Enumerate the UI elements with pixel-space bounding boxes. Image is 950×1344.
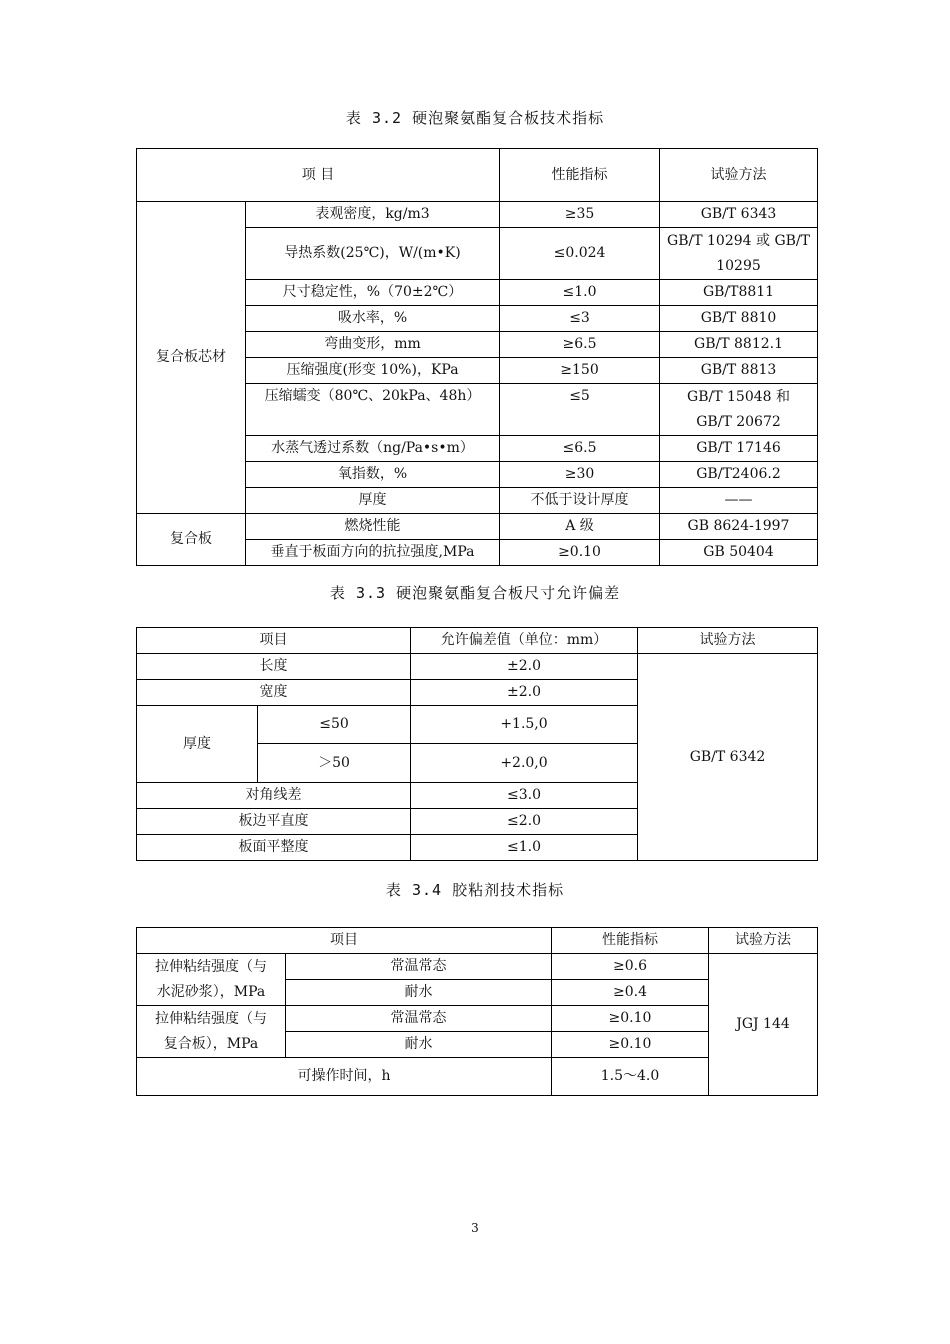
cell-method: GB 50404 [660, 540, 818, 566]
cell-item: 长度 [137, 654, 411, 680]
cell-condition: 常温常态 [286, 1006, 552, 1032]
cell-value: ±2.0 [411, 680, 638, 706]
table-3-3 [136, 627, 818, 861]
cell-value: ±2.0 [411, 654, 638, 680]
header-method: 试验方法 [638, 628, 818, 654]
item-line: 复合板），MPa [163, 1035, 259, 1052]
header-item: 项目 [137, 928, 552, 954]
cell-value: ≤3 [500, 306, 660, 332]
cell-item: 宽度 [137, 680, 411, 706]
header-method: 试验方法 [660, 149, 818, 202]
cell-value: ≥35 [500, 202, 660, 228]
table-row [137, 149, 818, 202]
item-line: 水泥砂浆），MPa [156, 983, 266, 1000]
cell-method: GB/T8811 [660, 280, 818, 306]
cell-value: A 级 [500, 514, 660, 540]
cell-value: 不低于设计厚度 [500, 488, 660, 514]
method-line: 10295 [716, 257, 761, 274]
cell-value: ≥0.4 [552, 980, 709, 1006]
cell-method: GB 8624-1997 [660, 514, 818, 540]
cell-value: ≥150 [500, 358, 660, 384]
table-3-4-caption: 表 3.4 胶粘剂技术指标 [385, 881, 565, 899]
cell-value: ≥0.6 [552, 954, 709, 980]
cell-value: ≤6.5 [500, 436, 660, 462]
group-board: 复合板 [137, 514, 246, 566]
cell-item: 弯曲变形，mm [246, 332, 500, 358]
cell-subitem: ＞50 [258, 744, 411, 783]
header-item: 项 目 [137, 149, 500, 202]
cell-condition: 耐水 [286, 980, 552, 1006]
cell-method [660, 384, 818, 436]
table-row [137, 202, 818, 228]
cell-value: ≥30 [500, 462, 660, 488]
item-line: 拉伸粘结强度（与 [155, 1010, 267, 1027]
cell-method [660, 228, 818, 280]
table-3-2-caption: 表 3.2 硬泡聚氨酯复合板技术指标 [345, 109, 605, 127]
cell-value: ≤3.0 [411, 783, 638, 809]
cell-value: ≥0.10 [552, 1032, 709, 1058]
cell-method: GB/T 6343 [660, 202, 818, 228]
cell-value: ≥0.10 [500, 540, 660, 566]
header-value: 性能指标 [552, 928, 709, 954]
method-line: GB/T 15048 和 [687, 388, 790, 405]
cell-item: 压缩蠕变（80℃、20kPa、48h） [246, 384, 500, 436]
cell-item: 板面平整度 [137, 835, 411, 861]
cell-item: 对角线差 [137, 783, 411, 809]
group-core: 复合板芯材 [137, 202, 246, 514]
cell-condition: 常温常态 [286, 954, 552, 980]
table-row [137, 628, 818, 654]
cell-item: 表观密度，kg/m3 [246, 202, 500, 228]
cell-method: GB/T 17146 [660, 436, 818, 462]
cell-item: 吸水率，% [246, 306, 500, 332]
cell-value: +1.5,0 [411, 706, 638, 744]
table-3-2 [136, 148, 818, 566]
cell-item: 厚度 [137, 706, 258, 783]
table-row [137, 654, 818, 680]
cell-item: 垂直于板面方向的抗拉强度,MPa [246, 540, 500, 566]
cell-item: 板边平直度 [137, 809, 411, 835]
cell-method: GB/T 8810 [660, 306, 818, 332]
header-method: 试验方法 [709, 928, 818, 954]
table-row [137, 928, 818, 954]
cell-method: GB/T 8812.1 [660, 332, 818, 358]
cell-value: +2.0,0 [411, 744, 638, 783]
cell-value: ≤1.0 [411, 835, 638, 861]
method-line: GB/T 10294 或 GB/T [667, 232, 810, 249]
cell-item: 导热系数(25℃)，W/(m•K) [246, 228, 500, 280]
table-3-3-caption: 表 3.3 硬泡聚氨酯复合板尺寸允许偏差 [329, 584, 621, 602]
cell-item: 可操作时间，h [137, 1058, 552, 1096]
cell-item [137, 954, 286, 1006]
table-3-4 [136, 927, 818, 1096]
cell-value: ≤1.0 [500, 280, 660, 306]
cell-value: ≥0.10 [552, 1006, 709, 1032]
cell-value: ≤5 [500, 384, 660, 436]
cell-method: JGJ 144 [709, 954, 818, 1096]
cell-condition: 耐水 [286, 1032, 552, 1058]
header-value: 性能指标 [500, 149, 660, 202]
cell-value: ≥6.5 [500, 332, 660, 358]
item-line: 拉伸粘结强度（与 [155, 958, 267, 975]
cell-item [137, 1006, 286, 1058]
cell-method: GB/T2406.2 [660, 462, 818, 488]
table-row [137, 954, 818, 980]
cell-item: 氧指数，% [246, 462, 500, 488]
cell-item: 水蒸气透过系数（ng/Pa•s•m） [246, 436, 500, 462]
cell-item: 尺寸稳定性，%（70±2℃） [246, 280, 500, 306]
cell-subitem: ≤50 [258, 706, 411, 744]
cell-value: 1.5～4.0 [552, 1058, 709, 1096]
cell-item: 压缩强度(形变 10%)，KPa [246, 358, 500, 384]
header-value: 允许偏差值（单位：mm） [411, 628, 638, 654]
cell-item: 厚度 [246, 488, 500, 514]
method-line: GB/T 20672 [696, 413, 781, 430]
page-number: 3 [471, 1221, 479, 1235]
cell-value: ≤0.024 [500, 228, 660, 280]
cell-item: 燃烧性能 [246, 514, 500, 540]
cell-value: ≤2.0 [411, 809, 638, 835]
header-item: 项目 [137, 628, 411, 654]
cell-method: GB/T 6342 [638, 654, 818, 861]
table-row [137, 514, 818, 540]
cell-method: —— [660, 488, 818, 514]
cell-method: GB/T 8813 [660, 358, 818, 384]
